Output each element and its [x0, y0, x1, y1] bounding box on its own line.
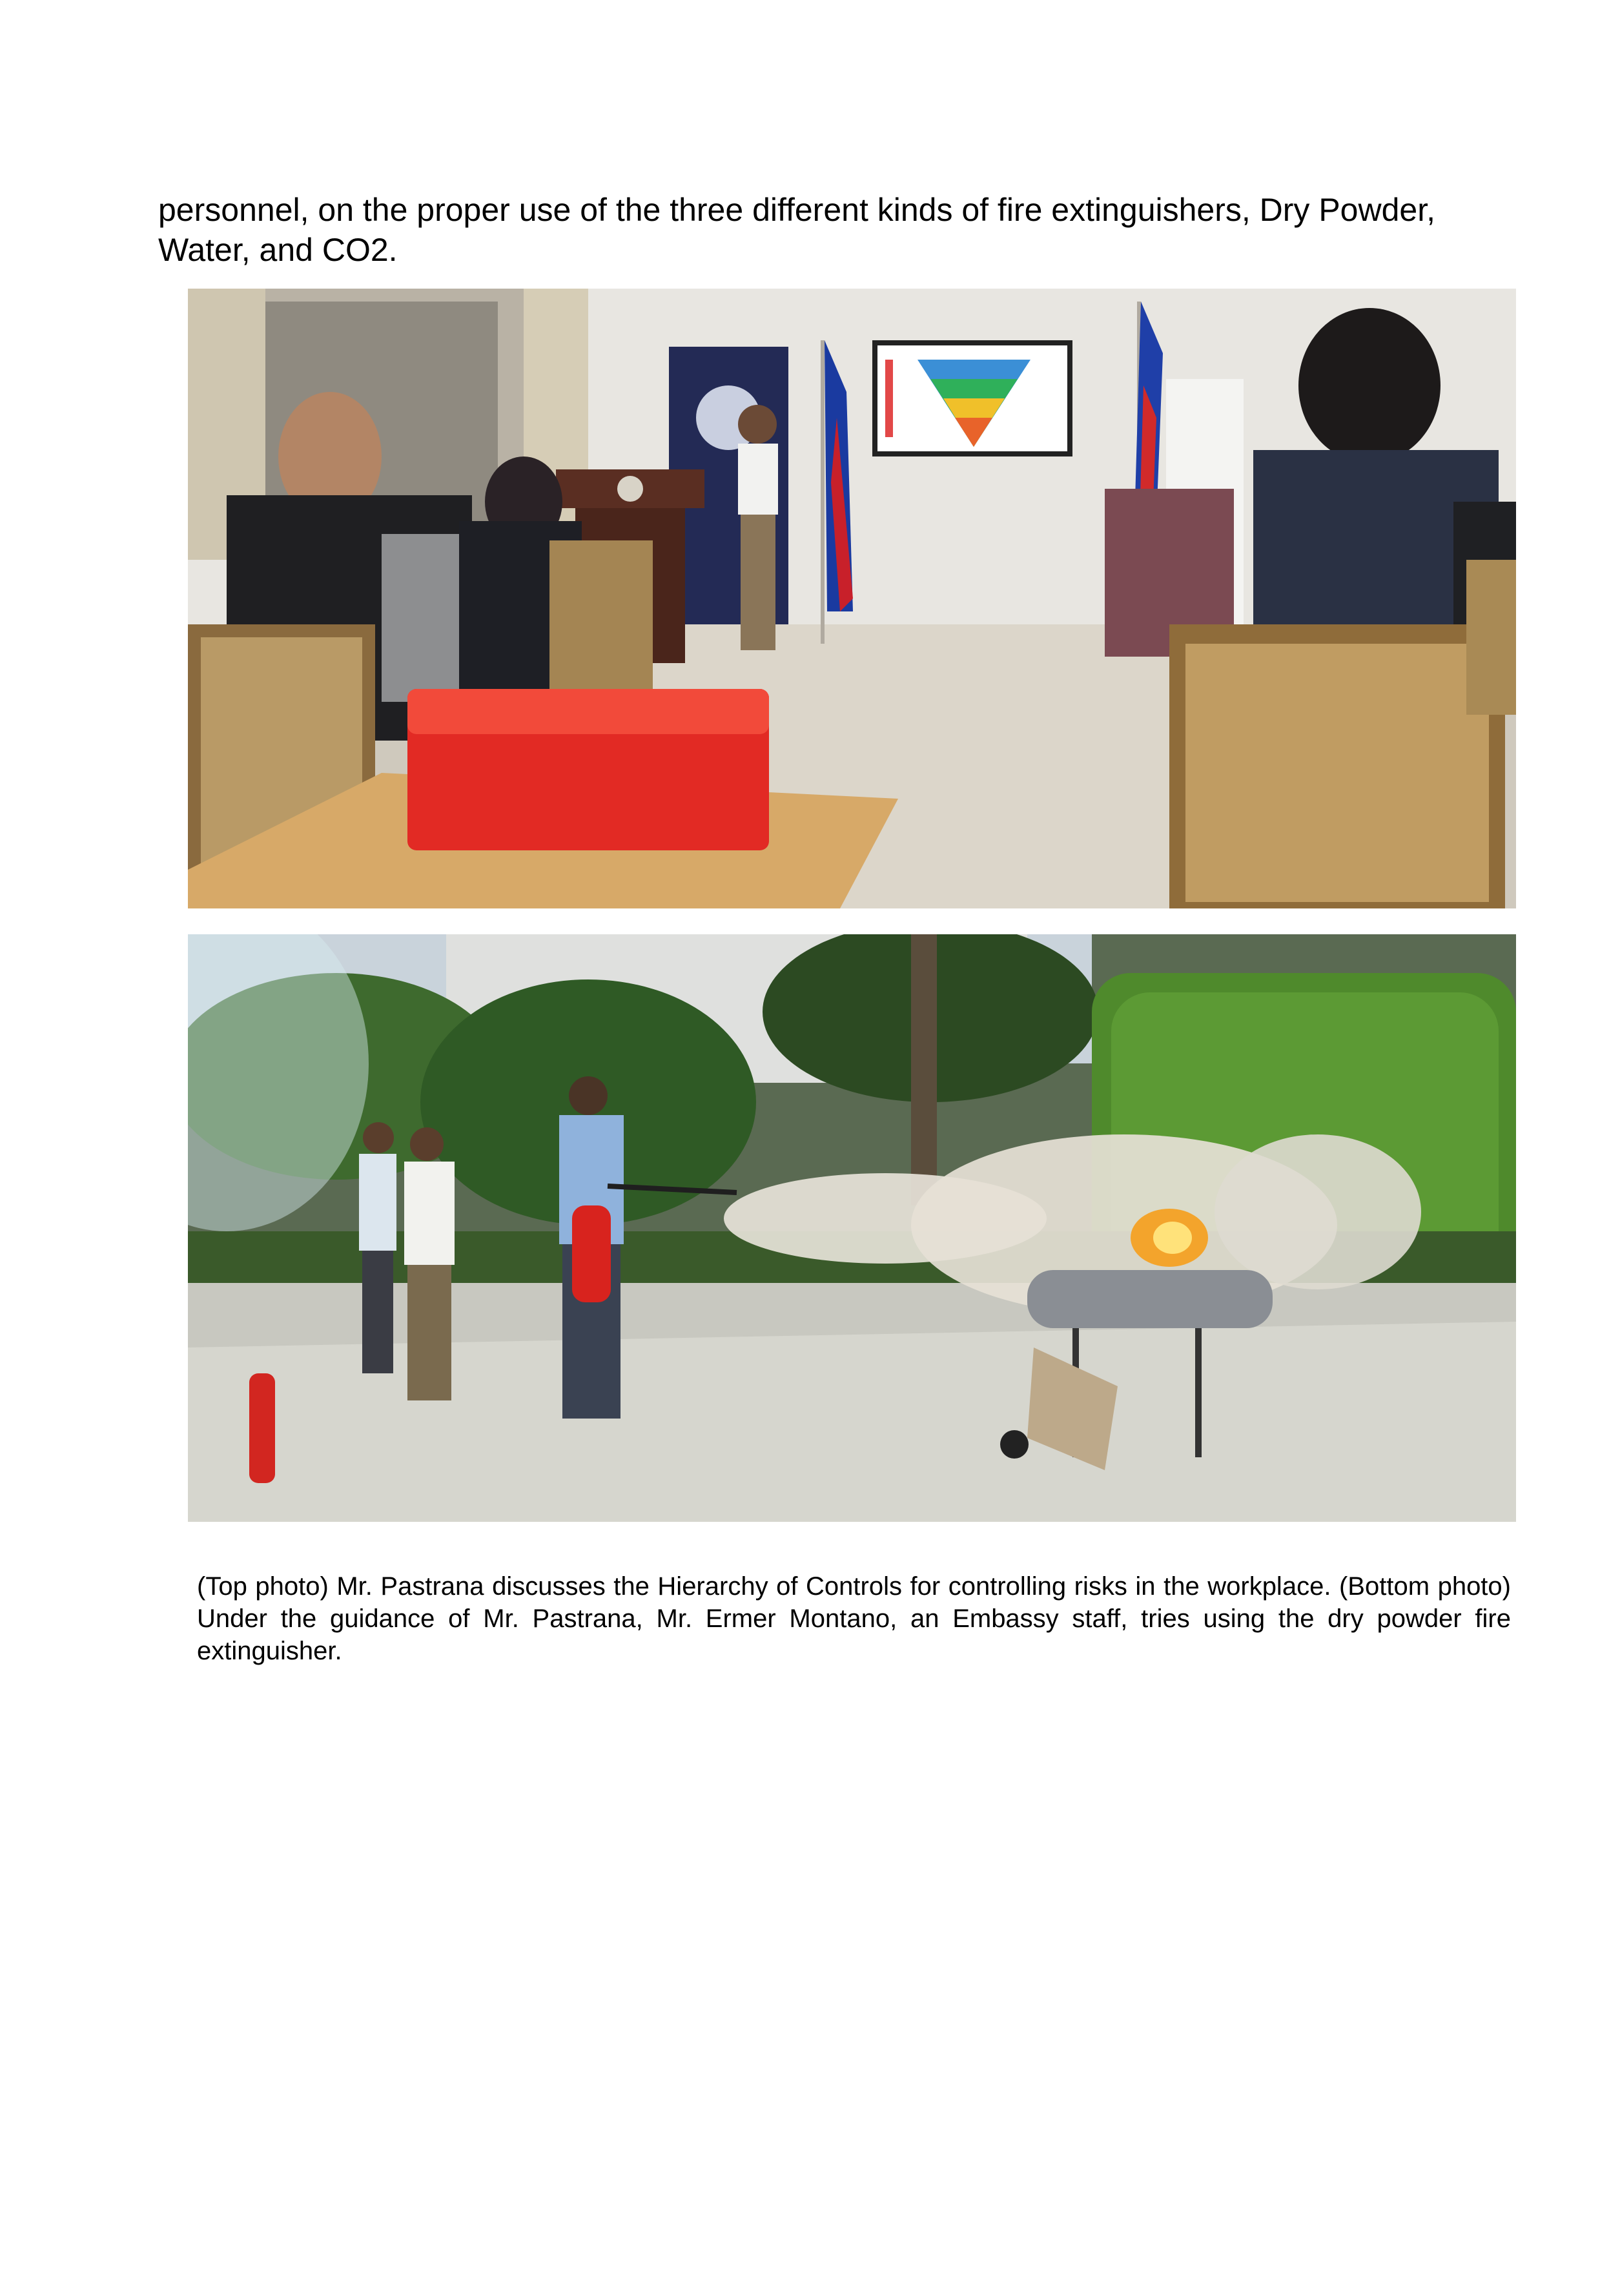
top-photo: [188, 289, 1516, 908]
photo-caption: (Top photo) Mr. Pastrana discusses the Hierarchy of Controls for controlling risks in the workplace. (Bottom photo) Under the guidance of Mr. Pastrana, Mr. Ermer Montano, an Embassy staff, tries using the dry powder fire extinguisher.: [197, 1572, 1511, 1665]
bottom-photo: [188, 934, 1516, 1522]
intro-paragraph: personnel, on the proper use of the three different kinds of fire extinguishers, Dry Powder, Water, and CO2.: [158, 192, 1435, 268]
